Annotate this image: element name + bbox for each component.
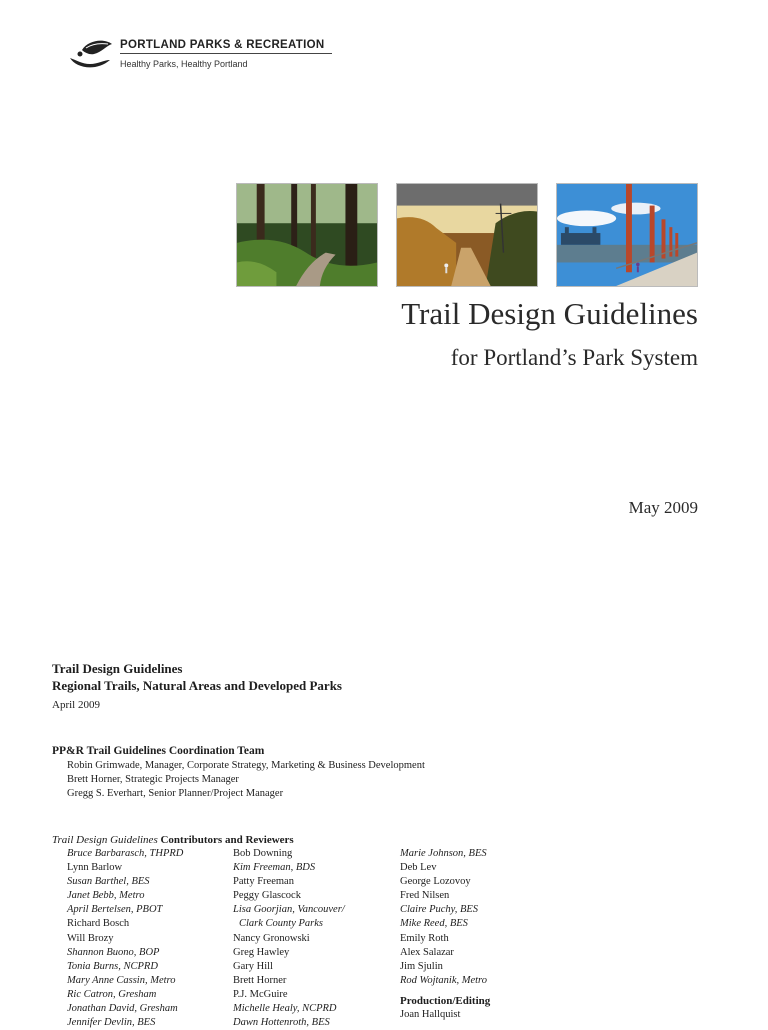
contributor-name: George Lozovoy xyxy=(400,876,471,888)
report-date: April 2009 xyxy=(52,699,100,711)
contributor-name: Fred Nilsen xyxy=(400,890,450,902)
report-info xyxy=(52,660,712,713)
contributor-name: Bob Downing xyxy=(233,848,293,859)
contributor-name: Deb Lev xyxy=(400,862,437,874)
contributor-name: Peggy Glascock xyxy=(233,890,301,902)
contributor-name: Mike Reed, BES xyxy=(400,918,468,930)
contributor-name: April Bertelsen, PBOT xyxy=(67,904,163,916)
org-tagline: Healthy Parks, Healthy Portland xyxy=(120,59,248,69)
contributors-heading xyxy=(52,833,712,847)
coordination-team xyxy=(52,744,712,801)
contributor-name: Clark County Parks xyxy=(239,918,323,930)
contributor-name: Shannon Buono, BOP xyxy=(67,946,160,958)
contributor-name: P.J. McGuire xyxy=(233,988,288,1000)
contributor-name: Susan Barthel, BES xyxy=(67,876,150,888)
waterfront-esplanade-photo xyxy=(556,183,698,287)
contributor-name: Claire Puchy, BES xyxy=(400,904,479,916)
contributor-name: Will Brozy xyxy=(67,932,114,944)
contributor-name: Tonia Burns, NCPRD xyxy=(67,960,158,972)
contributor-name: Lynn Barlow xyxy=(67,862,123,874)
contributors-section xyxy=(52,833,712,1029)
contributor-name: Lisa Goorjian, Vancouver/ xyxy=(233,904,345,916)
production-heading: Production/Editing xyxy=(400,994,491,1007)
leaf-hand-logo-icon xyxy=(68,38,116,72)
org-name: PORTLAND PARKS & RECREATION xyxy=(120,39,332,54)
team-member: Robin Grimwade, Manager, Corporate Strategy, Marketing & Business Development xyxy=(67,760,425,771)
report-title: Trail Design Guidelines xyxy=(52,661,183,676)
contributor-name: Marie Johnson, BES xyxy=(400,848,487,859)
document-title: Trail Design Guidelines xyxy=(401,296,698,331)
team-heading: PP&R Trail Guidelines Coordination Team xyxy=(52,745,265,757)
contributor-name: Emily Roth xyxy=(400,932,449,944)
powerline-trail-photo xyxy=(396,183,538,287)
production-name: Joan Hallquist xyxy=(400,1008,461,1020)
contributor-name: Brett Horner xyxy=(233,974,287,986)
contributor-name: Ric Catron, Gresham xyxy=(67,988,157,1000)
contributors-column-3 xyxy=(400,847,490,1022)
contributor-name: Gary Hill xyxy=(233,960,273,972)
contributors-column-2 xyxy=(233,847,345,1030)
report-subtitle: Regional Trails, Natural Areas and Developed Parks xyxy=(52,678,342,693)
contributor-name: Greg Hawley xyxy=(233,946,290,958)
contributor-name: Dawn Hottenroth, BES xyxy=(233,1017,330,1029)
contributor-name: Nancy Gronowski xyxy=(233,932,310,944)
contributors-column-1 xyxy=(67,847,183,1030)
contributor-name: Patty Freeman xyxy=(233,876,294,888)
contributor-name: Bruce Barbarasch, THPRD xyxy=(67,848,184,859)
contributor-name: Rod Wojtanik, Metro xyxy=(400,974,488,986)
contributor-name: Mary Anne Cassin, Metro xyxy=(67,974,176,986)
team-member: Gregg S. Everhart, Senior Planner/Project Manager xyxy=(67,788,284,799)
contributor-name: Jonathan David, Gresham xyxy=(67,1003,178,1015)
contributor-name: Jennifer Devlin, BES xyxy=(67,1017,156,1029)
contributors-heading-rest: Contributors and Reviewers xyxy=(157,834,294,846)
contributor-name: Jim Sjulin xyxy=(400,960,443,972)
contributor-name: Richard Bosch xyxy=(67,918,130,930)
contributor-name: Janet Bebb, Metro xyxy=(67,890,145,902)
contributor-name: Michelle Healy, NCPRD xyxy=(233,1003,337,1015)
forest-trail-photo xyxy=(236,183,378,287)
team-member: Brett Horner, Strategic Projects Manager xyxy=(67,774,239,785)
contributor-name: Alex Salazar xyxy=(400,946,454,958)
org-logo xyxy=(68,38,338,74)
publication-date: May 2009 xyxy=(628,498,698,517)
document-subtitle: for Portland’s Park System xyxy=(450,345,698,370)
contributors-heading-italic: Trail Design Guidelines xyxy=(52,834,158,846)
contributor-name: Kim Freeman, BDS xyxy=(233,862,316,874)
